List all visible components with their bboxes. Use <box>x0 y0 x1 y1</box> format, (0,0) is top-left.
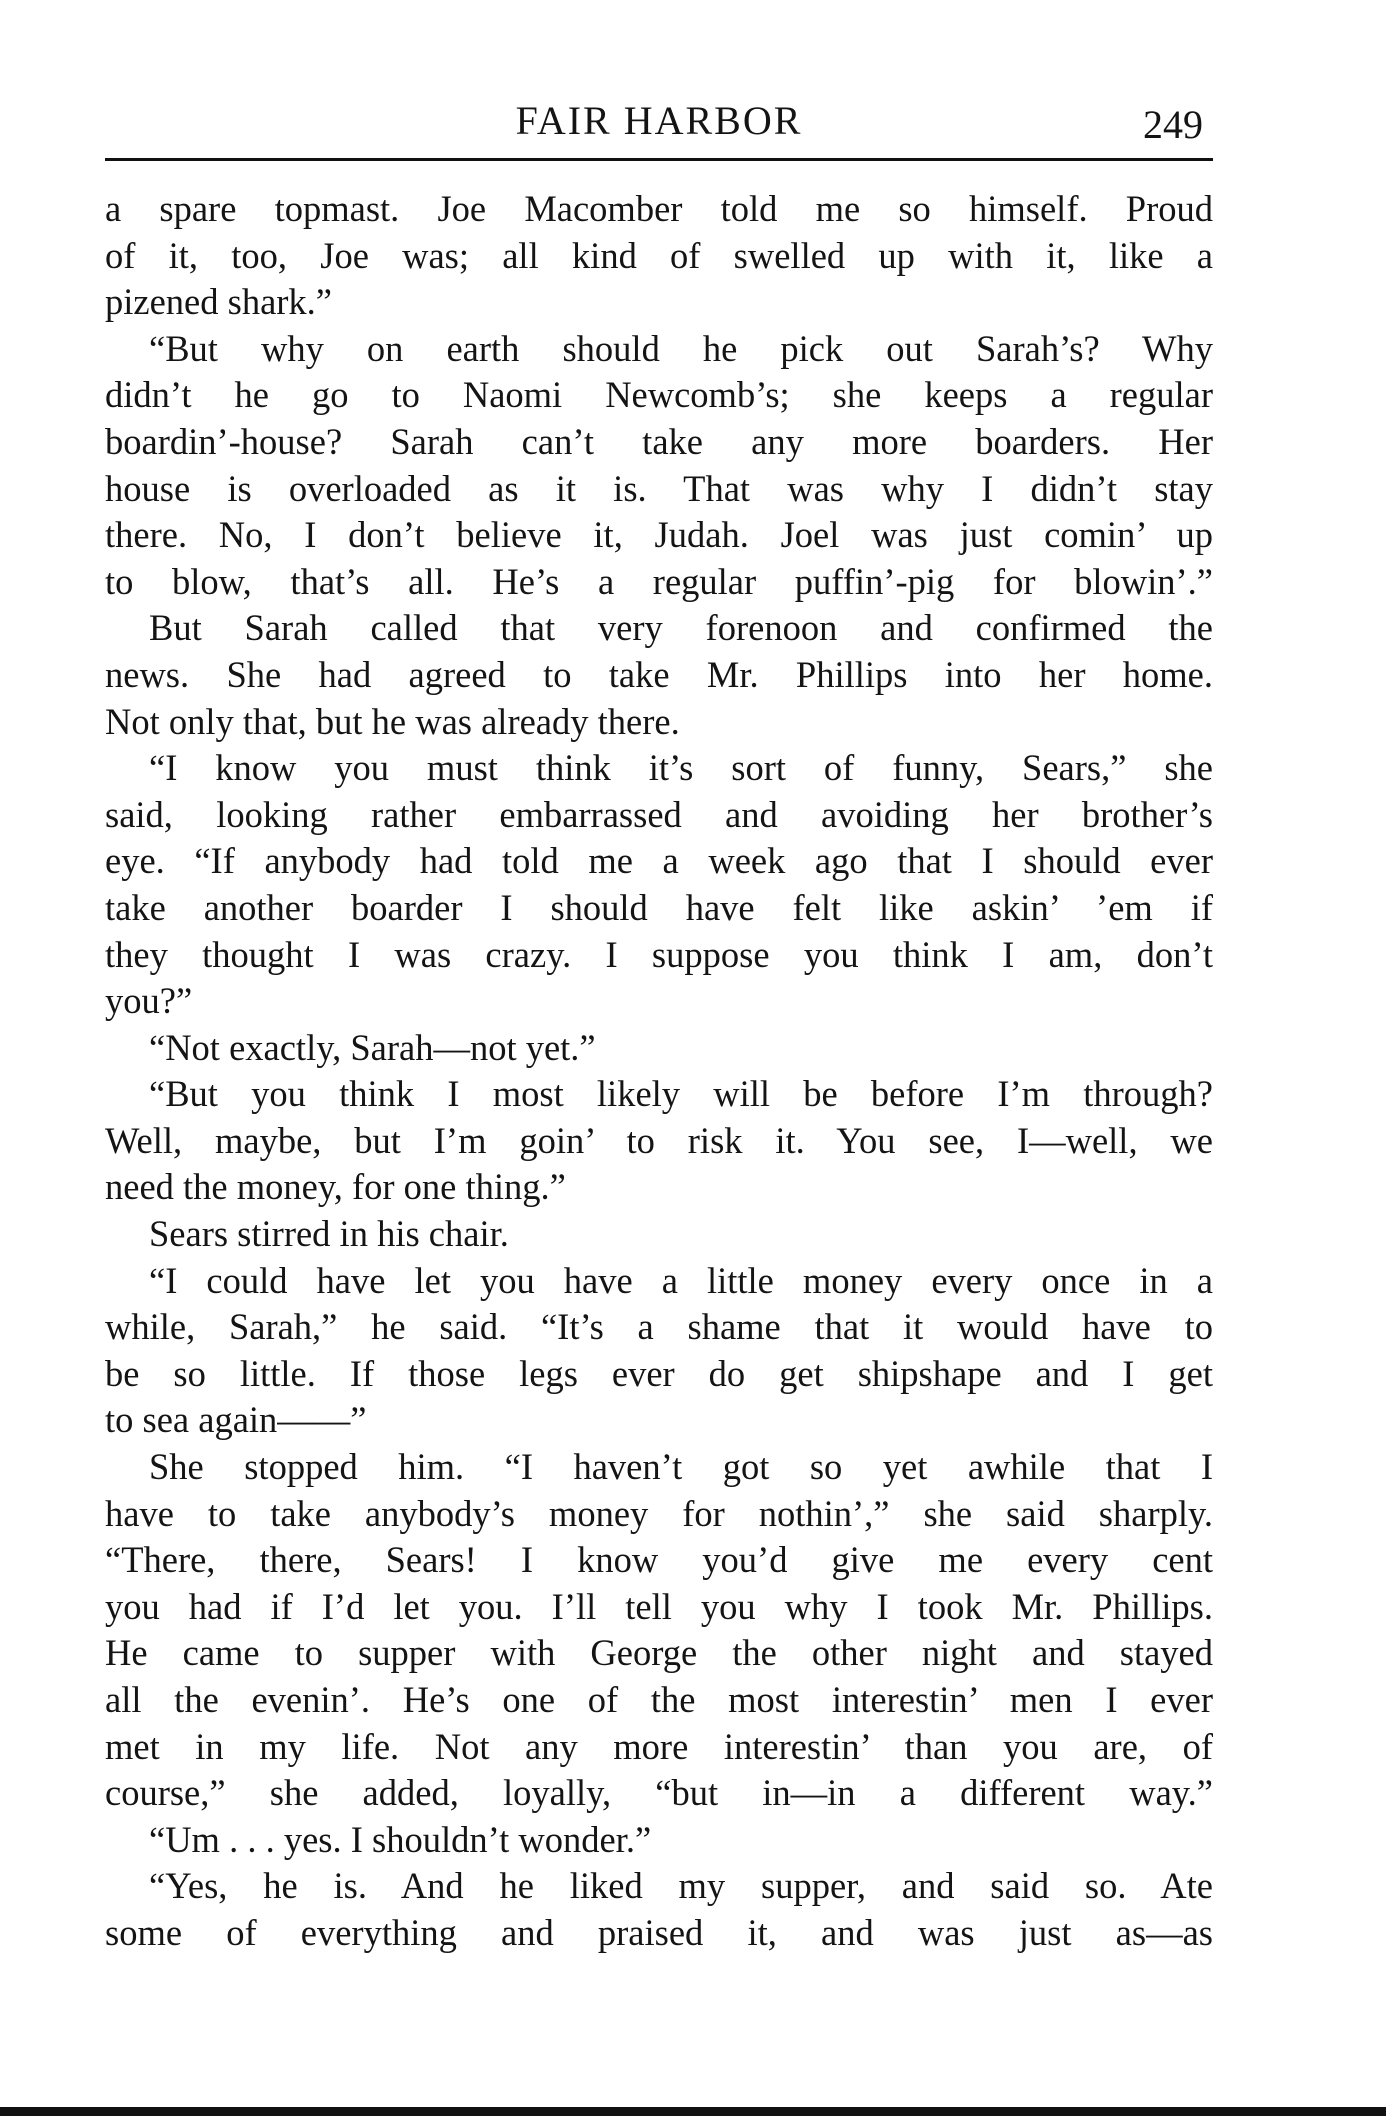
page-number: 249 <box>1143 102 1203 147</box>
text-line: Sears stirred in his chair. <box>149 1213 509 1255</box>
text-line: you had if I’d let you. I’ll tell you why I took Mr. Phillips. <box>105 1585 1213 1627</box>
text-line: be so little. If those legs ever do get shipshape and I get <box>105 1352 1213 1394</box>
text-line: a spare topmast. Joe Macomber told me so himself. Proud <box>105 188 1213 229</box>
text-line: news. She had agreed to take Mr. Phillips into her home. <box>105 653 1213 695</box>
text-line: “I could have let you have a little money every once in a <box>149 1259 1213 1301</box>
text-line: of it, too, Joe was; all kind of swelled up with it, like a <box>105 234 1213 276</box>
text-line: course,” she added, loyally, “but in—in a different way.” <box>105 1772 1213 1814</box>
text-line: you?” <box>105 980 193 1022</box>
text-line: said, looking rather embarrassed and avoiding her brother’s <box>105 793 1213 835</box>
text-line: Not only that, but he was already there. <box>105 700 680 742</box>
text-line: He came to supper with George the other night and stayed <box>105 1632 1213 1674</box>
book-title: FAIR HARBOR <box>515 98 803 143</box>
text-line: there. No, I don’t believe it, Judah. Joel was just comin’ up <box>105 514 1213 556</box>
text-line: “But why on earth should he pick out Sarah’s? Why <box>149 327 1213 369</box>
text-line: to blow, that’s all. He’s a regular puffin’-pig for blowin’.” <box>105 560 1213 602</box>
text-line: need the money, for one thing.” <box>105 1166 566 1208</box>
text-line: “Um . . . yes. I shouldn’t wonder.” <box>149 1818 652 1860</box>
body-text <box>105 186 1213 1957</box>
scan-edge-bar <box>0 2107 1386 2116</box>
text-line: house is overloaded as it is. That was why I didn’t stay <box>105 467 1213 509</box>
text-line: they thought I was crazy. I suppose you think I am, don’t <box>105 933 1213 975</box>
text-line: “Not exactly, Sarah—not yet.” <box>149 1026 596 1068</box>
text-line: have to take anybody’s money for nothin’,” she said sharply. <box>105 1492 1213 1534</box>
text-line: “But you think I most likely will be before I’m through? <box>149 1073 1213 1115</box>
text-line: “There, there, Sears! I know you’d give me every cent <box>105 1539 1213 1581</box>
text-line: boardin’-house? Sarah can’t take any more boarders. Her <box>105 420 1213 462</box>
text-line: Well, maybe, but I’m goin’ to risk it. You see, I—well, we <box>105 1119 1213 1161</box>
text-line: some of everything and praised it, and was just as—as <box>105 1911 1213 1953</box>
text-line: “Yes, he is. And he liked my supper, and said so. Ate <box>149 1865 1213 1907</box>
text-line: eye. “If anybody had told me a week ago that I should ever <box>105 840 1213 882</box>
text-line: take another boarder I should have felt like askin’ ’em if <box>105 886 1213 928</box>
text-line: She stopped him. “I haven’t got so yet awhile that I <box>149 1446 1213 1488</box>
text-line: all the evenin’. He’s one of the most interestin’ men I ever <box>105 1679 1213 1720</box>
text-line: while, Sarah,” he said. “It’s a shame that it would have to <box>105 1306 1213 1348</box>
header-rule <box>105 158 1213 161</box>
text-line: “I know you must think it’s sort of funny, Sears,” she <box>149 747 1213 789</box>
text-line: met in my life. Not any more interestin’ than you are, of <box>105 1725 1213 1767</box>
text-line: didn’t he go to Naomi Newcomb’s; she keeps a regular <box>105 374 1213 416</box>
running-head <box>105 96 1213 156</box>
text-line: to sea again——” <box>105 1399 367 1441</box>
text-line: But Sarah called that very forenoon and confirmed the <box>149 607 1213 649</box>
text-line: pizened shark.” <box>105 281 333 323</box>
